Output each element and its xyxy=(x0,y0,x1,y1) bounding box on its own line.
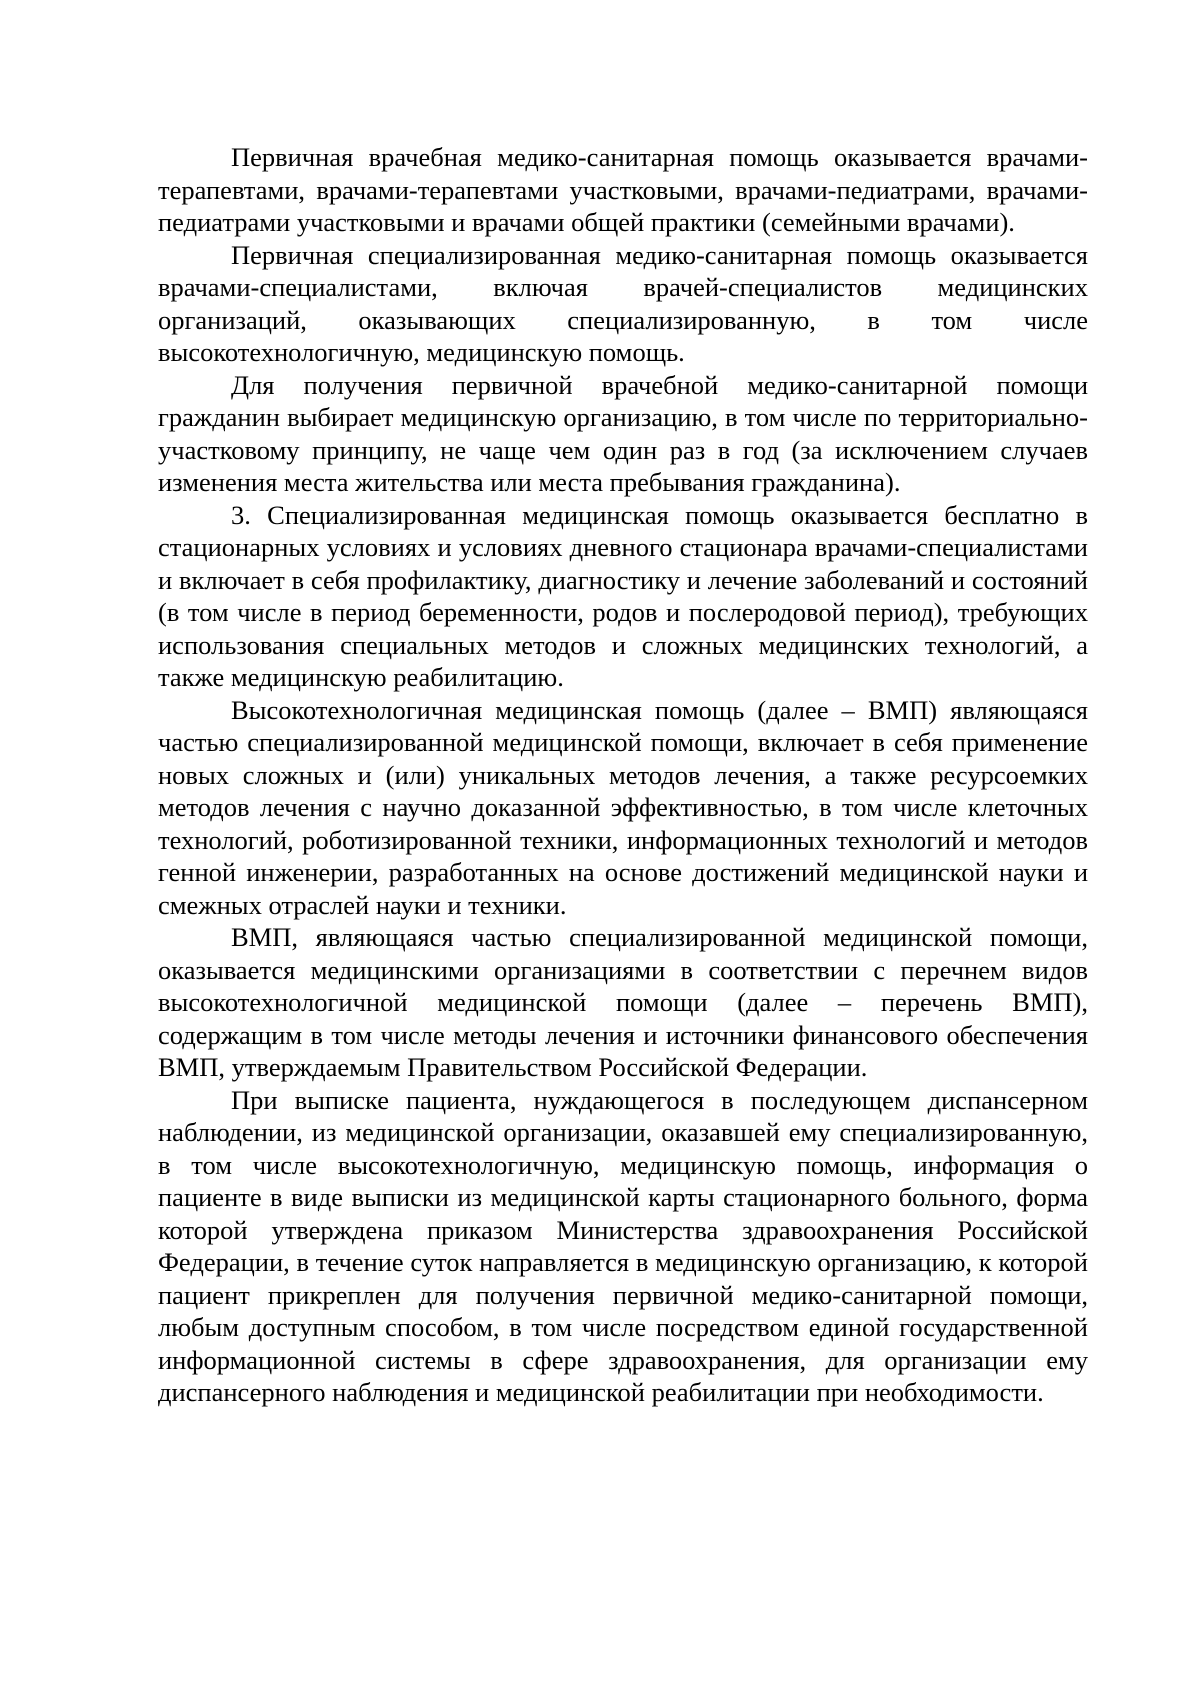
paragraph-high-tech-care: Высокотехнологичная медицинская помощь (далее – ВМП) являющаяся частью специализированной медицинской помощи, включает в себя применение новых сложных и (или) уникальных методов лечения, а также ресурсоемких методов лечения с научно доказанной эффективностью, в том числе клеточных технологий, роботизированной техники, информационных технологий и методов генной инженерии, разработанных на основе достижений медицинской науки и смежных отраслей науки и техники. xyxy=(158,694,1088,920)
document-body xyxy=(158,141,1088,1409)
paragraph-primary-specialized-care: Первичная специализированная медико-санитарная помощь оказывается врачами-специалистами, включая врачей-специалистов медицинских организаций, оказывающих специализированную, в том числе высокотехнологичную, медицинскую помощь. xyxy=(158,239,1088,367)
paragraph-primary-physician-care: Первичная врачебная медико-санитарная помощь оказывается врачами-терапевтами, врачами-терапевтами участковыми, врачами-педиатрами, врачами-педиатрами участковыми и врачами общей практики (семейными врачами). xyxy=(158,142,1088,237)
paragraph-vmp-list: ВМП, являющаяся частью специализированной медицинской помощи, оказывается медицинскими организациями в соответствии с перечнем видов высокотехнологичной медицинской помощи (далее – перечень ВМП), содержащим в том числе методы лечения и источники финансового обеспечения ВМП, утверждаемым Правительством Российской Федерации. xyxy=(158,922,1088,1082)
paragraph-choice-of-organization: Для получения первичной врачебной медико-санитарной помощи гражданин выбирает медицинскую организацию, в том числе по территориально-участковому принципу, не чаще чем один раз в год (за исключением случаев изменения места жительства или места пребывания гражданина). xyxy=(158,369,1088,497)
paragraph-discharge-info: При выписке пациента, нуждающегося в последующем диспансерном наблюдении, из медицинской организации, оказавшей ему специализированную, в том числе высокотехнологичную, медицинскую помощь, информация о пациенте в виде выписки из медицинской карты стационарного больного, форма которой утверждена приказом Министерства здравоохранения Российской Федерации, в течение суток направляется в медицинскую организацию, к которой пациент прикреплен для получения первичной медико-санитарной помощи, любым доступным способом, в том числе посредством единой государственной информационной системы в сфере здравоохранения, для организации ему диспансерного наблюдения и медицинской реабилитации при необходимости. xyxy=(158,1084,1088,1407)
paragraph-specialized-care: 3. Специализированная медицинская помощь оказывается бесплатно в стационарных условиях и условиях дневного стационара врачами-специалистами и включает в себя профилактику, диагностику и лечение заболеваний и состояний (в том числе в период беременности, родов и послеродовой период), требующих использования специальных методов и сложных медицинских технологий, а также медицинскую реабилитацию. xyxy=(158,499,1088,692)
